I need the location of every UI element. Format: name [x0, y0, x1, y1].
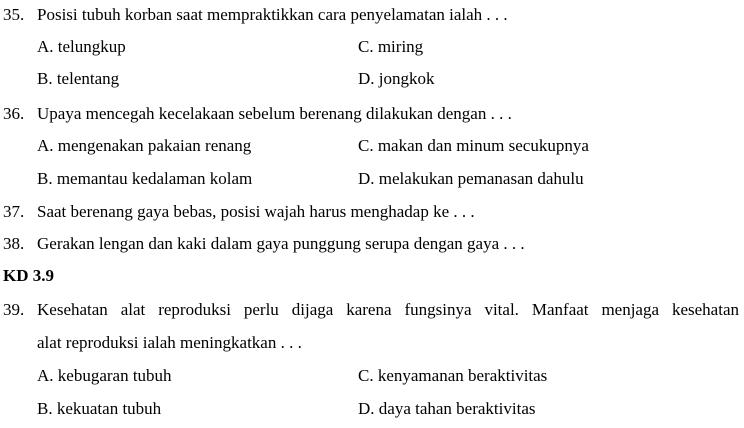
option-c: C. makan dan minum secukupnya: [358, 136, 589, 155]
question-text: Saat berenang gaya bebas, posisi wajah harus menghadap ke . . .: [37, 202, 475, 221]
question-text-line-1: Kesehatan alat reproduksi perlu dijaga karena fungsinya vital. Manfaat menjaga kesehatan: [37, 300, 739, 319]
option-a: A. mengenakan pakaian renang: [37, 136, 252, 155]
question-number: 36.: [3, 104, 25, 123]
question-text-line-2: alat reproduksi ialah meningkatkan . . .: [37, 333, 302, 352]
question-text: Posisi tubuh korban saat mempraktikkan cara penyelamatan ialah . . .: [37, 5, 508, 24]
option-d: D. daya tahan beraktivitas: [358, 399, 536, 418]
question-text: Gerakan lengan dan kaki dalam gaya punggung serupa dengan gaya . . .: [37, 234, 525, 253]
option-b: B. kekuatan tubuh: [37, 399, 162, 418]
section-heading: KD 3.9: [3, 266, 54, 285]
option-d: D. melakukan pemanasan dahulu: [358, 169, 584, 188]
question-number: 39.: [3, 300, 25, 319]
option-b: B. telentang: [37, 69, 120, 88]
question-number: 35.: [3, 5, 25, 24]
option-a: A. telungkup: [37, 37, 126, 56]
option-c: C. miring: [358, 37, 424, 56]
option-a: A. kebugaran tubuh: [37, 366, 172, 385]
option-d: D. jongkok: [358, 69, 435, 88]
question-number: 38.: [3, 234, 25, 253]
option-b: B. memantau kedalaman kolam: [37, 169, 253, 188]
option-c: C. kenyamanan beraktivitas: [358, 366, 548, 385]
question-text: Upaya mencegah kecelakaan sebelum berenang dilakukan dengan . . .: [37, 104, 512, 123]
question-number: 37.: [3, 202, 25, 221]
